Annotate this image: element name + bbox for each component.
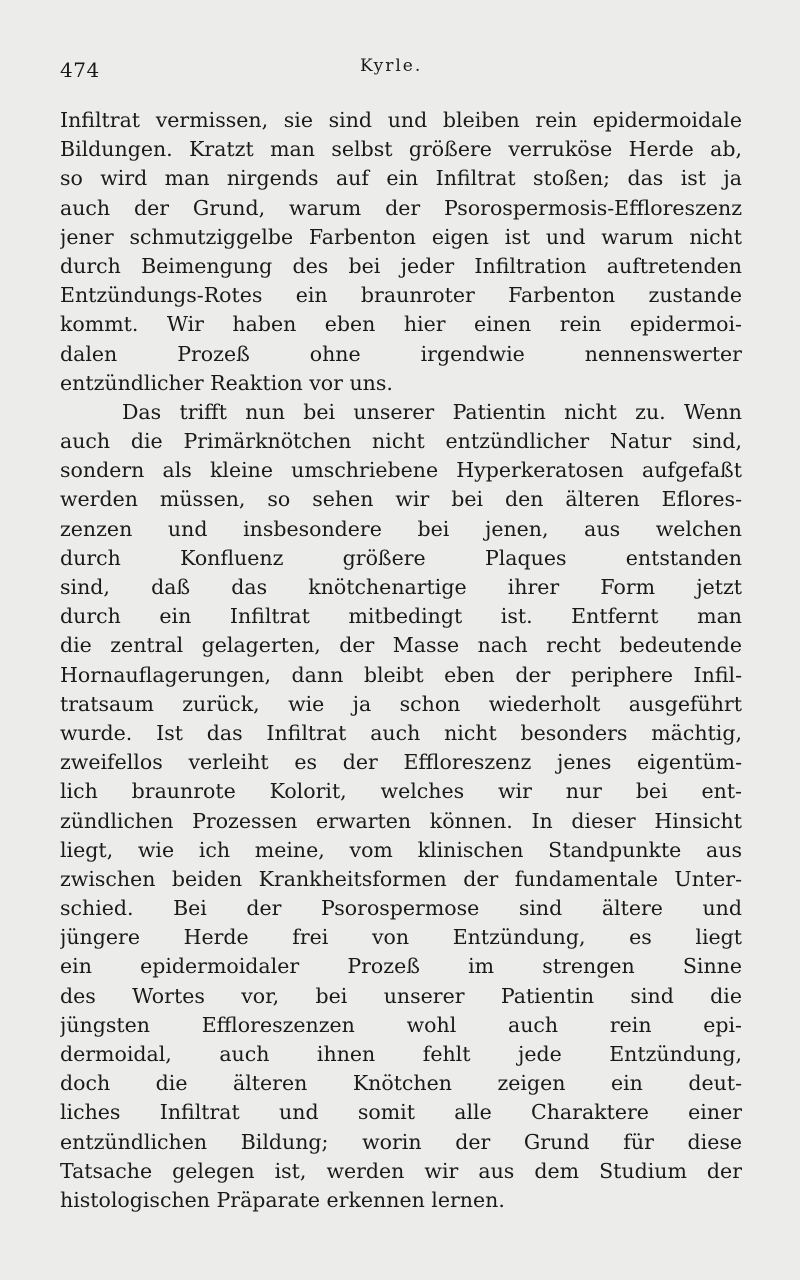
body-text	[60, 106, 742, 1215]
text-line: zenzen und insbesondere bei jenen, aus welchen	[60, 516, 742, 541]
page-header	[60, 58, 740, 86]
paragraph-last-line: entzündlicher Reaktion vor uns.	[60, 370, 393, 395]
text-line: tratsaum zurück, wie ja schon wiederholt ausgeführt	[60, 691, 742, 716]
text-line: Hornauflagerungen, dann bleibt eben der periphere Infil-	[60, 662, 742, 687]
text-line: entzündlichen Bildung; worin der Grund für diese	[60, 1129, 742, 1154]
text-line: werden müssen, so sehen wir bei den älteren Eflores-	[60, 487, 742, 512]
text-line: des Wortes vor, bei unserer Patientin sind die	[60, 983, 742, 1008]
text-line: auch die Primärknötchen nicht entzündlicher Natur sind,	[60, 429, 742, 454]
text-line: die zentral gelagerten, der Masse nach recht bedeutende	[60, 633, 742, 658]
text-line: jener schmutziggelbe Farbenton eigen ist und warum nicht	[60, 224, 742, 249]
text-line: doch die älteren Knötchen zeigen ein deut-	[60, 1071, 742, 1096]
text-line: liches Infiltrat und somit alle Charaktere einer	[60, 1100, 742, 1125]
text-line: zwischen beiden Krankheitsformen der fundamentale Unter-	[60, 866, 742, 891]
text-line: Entzündungs-Rotes ein braunroter Farbenton zustande	[60, 283, 742, 308]
text-line: liegt, wie ich meine, vom klinischen Standpunkte aus	[60, 837, 742, 862]
text-line: Infiltrat vermissen, sie sind und bleiben rein epidermoidale	[60, 108, 742, 132]
text-line: jüngere Herde frei von Entzündung, es liegt	[60, 925, 742, 950]
paragraph-first-line: Das trifft nun bei unserer Patientin nicht zu. Wenn	[122, 399, 742, 424]
text-line: Tatsache gelegen ist, werden wir aus dem Studium der	[60, 1158, 742, 1183]
paragraph-last-line: histologischen Präparate erkennen lernen.	[60, 1187, 505, 1212]
text-line: sondern als kleine umschriebene Hyperkeratosen aufgefaßt	[60, 458, 742, 483]
text-line: dalen Prozeß ohne irgendwie nennenswerter	[60, 341, 742, 366]
text-line: lich braunrote Kolorit, welches wir nur bei ent-	[60, 779, 742, 804]
text-line: zündlichen Prozessen erwarten können. In dieser Hinsicht	[60, 808, 742, 833]
text-line: wurde. Ist das Infiltrat auch nicht besonders mächtig,	[60, 720, 742, 745]
text-line: durch Beimengung des bei jeder Infiltration auftretenden	[60, 253, 742, 278]
text-line: durch Konfluenz größere Plaques entstanden	[60, 545, 742, 570]
text-line: so wird man nirgends auf ein Infiltrat stoßen; das ist ja	[60, 166, 742, 191]
page-number: 474	[60, 58, 100, 82]
text-line: sind, daß das knötchenartige ihrer Form jetzt	[60, 575, 742, 599]
text-line: kommt. Wir haben eben hier einen rein epidermoi-	[60, 312, 742, 337]
text-line: jüngsten Effloreszenzen wohl auch rein epi-	[60, 1012, 742, 1037]
text-line: dermoidal, auch ihnen fehlt jede Entzündung,	[60, 1042, 742, 1066]
text-line: schied. Bei der Psorospermose sind ältere und	[60, 896, 742, 921]
text-line: ein epidermoidaler Prozeß im strengen Sinne	[60, 954, 742, 979]
text-line: durch ein Infiltrat mitbedingt ist. Entfernt man	[60, 604, 742, 629]
text-line: Bildungen. Kratzt man selbst größere verruköse Herde ab,	[60, 137, 742, 162]
text-line: zweifellos verleiht es der Effloreszenz jenes eigentüm-	[60, 750, 742, 775]
text-line: auch der Grund, warum der Psorospermosis-Effloreszenz	[60, 195, 742, 220]
running-head: Kyrle.	[360, 56, 423, 76]
